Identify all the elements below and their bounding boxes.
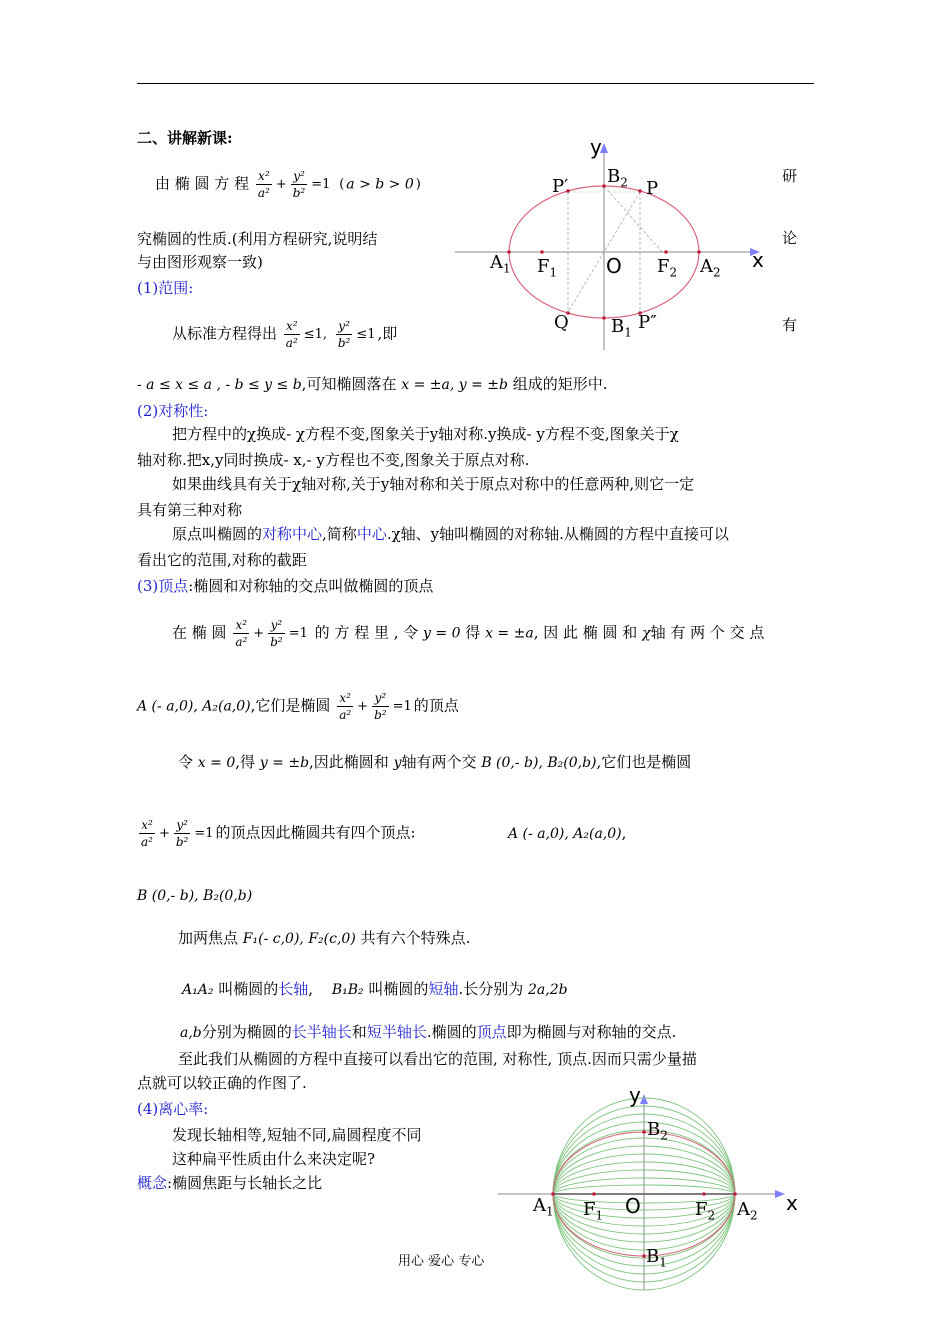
sec3-l5a: 加两焦点 — [178, 929, 239, 947]
sec2-p4: 具有第三种对称 — [137, 501, 243, 519]
point-F1-2 — [592, 1192, 596, 1196]
sec2-p5 — [172, 524, 729, 544]
fraction-y2-b2: $\frac{\text{y²}}{\text{b²}}$ — [292, 169, 306, 200]
sec3-l3a: 令 — [178, 753, 194, 771]
sec3-line-4: $\frac{\text{x²}}{\text{a²}}$ + $\frac{\text{y²}}{\text{b²}}$ =1 的顶点因此椭圆共有四个顶点: — [141, 818, 416, 849]
sec3-line-6 — [178, 928, 470, 949]
fraction-y2-b2-b: $\frac{\text{y²}}{\text{b²}}$ — [270, 618, 283, 649]
points-F: F₁(- c,0), F₂(c,0) — [242, 931, 356, 947]
sec3-line-8 — [180, 1022, 676, 1043]
fig1-label-B2: $B_2$ — [607, 166, 628, 190]
points-B-2: B (0,- b), B₂(0,b) — [137, 888, 253, 904]
fig1-label-x: x — [752, 248, 764, 272]
fraction-y2-b2-le1: $\frac{\text{y²}}{\text{b²}}$ — [337, 319, 351, 350]
fig1-label-Q: Q — [554, 312, 569, 333]
fraction-x2-a2-c: $\frac{\text{x²}}{\text{a²}}$ — [339, 691, 352, 722]
intro-line-2: 究椭圆的性质.(利用方程研究,说明结 — [137, 230, 378, 248]
points-A-2: A (- a,0), A₂(a,0) — [508, 826, 622, 842]
sec2-p5-c: ,简称 — [322, 525, 357, 543]
sec4-p2: 这种扁平性质由什么来决定呢? — [172, 1150, 376, 1168]
sec3-l3d: 轴有两个交 — [401, 753, 477, 771]
sec3-line-1: 在 椭 圆 $\frac{\text{x²}}{\text{a²}}$ + $\frac{\text{y²}}{\text{b²}}$ =1 的 方 程 里 , 令 y = 0 得 x = ±a, 因 此 椭 圆 和 χ轴 有 两 个 交 点 — [172, 618, 765, 649]
condition-text: a > b > 0 — [346, 176, 414, 193]
sec3-l6f: .长分别为 — [458, 980, 524, 998]
sec4-p1: 发现长轴相等,短轴不同,扁圆程度不同 — [172, 1126, 422, 1144]
sec3-l4a: 的顶点因此椭圆共有四个顶点: — [215, 823, 416, 842]
eq-y-pm-b: y = ±b — [259, 755, 310, 771]
fig1-label-A2: $A_2$ — [700, 256, 721, 280]
sec3-l6d: 叫椭圆的 — [368, 980, 429, 998]
points-B: B (0,- b), B₂(0,b) — [481, 755, 597, 771]
fig1-label-F1: $F_1$ — [537, 256, 558, 280]
points-A: A (- a,0), A₂(a,0) — [137, 698, 251, 715]
intro-line-3: 与由图形观察一致) — [137, 253, 263, 271]
eq-x-pm-a: x = ±a — [485, 625, 534, 642]
sec3-l1e: 轴 有 两 个 交 点 — [650, 623, 765, 642]
sec2-p3: 如果曲线具有关于χ轴对称,关于y轴对称和关于原点对称中的任意两种,则它一定 — [172, 475, 695, 493]
sec2-p6: 看出它的范围,对称的截距 — [137, 551, 307, 569]
point-F2-2 — [702, 1192, 706, 1196]
point-F2 — [664, 250, 668, 254]
ellipse-family-diagram — [490, 1090, 790, 1290]
sec3-l7a: 分别为椭圆的 — [201, 1023, 292, 1041]
sec3-line-5 — [137, 885, 252, 906]
sec3-l1a: 在 椭 圆 — [172, 623, 227, 642]
sec3-l7e: .椭圆的 — [426, 1023, 477, 1041]
sec3-l6a: 叫椭圆的 — [218, 980, 279, 998]
fig1-label-O: O — [606, 254, 622, 278]
fig2-label-y: y — [629, 1083, 641, 1107]
sec3-l3e: ,它们也是椭圆 — [596, 753, 692, 771]
range-inequality: - a ≤ x ≤ a , - b ≤ y ≤ b — [137, 377, 302, 393]
fig1-label-F2: $F_2$ — [657, 256, 678, 280]
y-axis-arrow-2 — [640, 1094, 648, 1104]
term-semi-minor: 短半轴长 — [366, 1023, 427, 1041]
sec1-text-3: 组成的矩形中. — [512, 375, 608, 393]
fig1-label-Pdouble: P″ — [638, 312, 657, 333]
fig1-label-y: y — [590, 135, 602, 159]
eq-y0: y = 0 — [423, 625, 461, 642]
sec1-text-1-end: ,即 — [377, 324, 398, 343]
fraction-x2-a2-b: $\frac{\text{x²}}{\text{a²}}$ — [235, 618, 248, 649]
sec3-l1d: , 因 此 椭 圆 和 — [533, 623, 638, 642]
fig2-label-F2: $F_2$ — [695, 1199, 716, 1223]
sec2-p2: 轴对称.把x,y同时换成- x,- y方程也不变,图象关于原点对称. — [137, 451, 530, 469]
term-minor-axis: 短轴 — [428, 980, 459, 998]
point-F1 — [540, 250, 544, 254]
term-semi-major: 长半轴长 — [291, 1023, 352, 1041]
section-1-title: (1)范围: — [137, 279, 194, 297]
point-B2 — [602, 184, 606, 188]
fig2-label-F1: $F_1$ — [583, 1199, 604, 1223]
x-axis-arrow-2 — [775, 1190, 785, 1198]
term-major-axis: 长轴 — [278, 980, 309, 998]
sec3-line-7 — [182, 979, 568, 1000]
term-vertex: 顶点 — [158, 577, 189, 595]
fig1-label-B1: $B_1$ — [611, 316, 632, 340]
sec3-title-text: :椭圆和对称轴的交点叫做椭圆的顶点 — [188, 577, 434, 595]
section-heading: 二、讲解新课: — [137, 129, 233, 147]
fraction-x2-a2-le1: $\frac{\text{x²}}{\text{a²}}$ — [285, 319, 298, 350]
point-P — [638, 189, 642, 193]
intro-text: 由 椭 圆 方 程 — [155, 174, 250, 193]
sec1-line-1: 从标准方程得出 $\frac{\text{x²}}{\text{a²}}$ ≤1, $\frac{\text{y²}}{\text{b²}}$ ≤1 ,即 — [172, 319, 398, 350]
intro-line-1: 由 椭 圆 方 程 $\frac{\text{x²}}{\text{a²}}$ + $\frac{\text{y²}}{\text{b²}}$ =1 ( a > b > 0 ) — [155, 169, 421, 200]
lengths-2a-2b: 2a,2b — [528, 982, 568, 998]
sec3-line-3 — [178, 752, 691, 773]
footer-text: 用心 爱心 专心 — [398, 1254, 485, 1269]
term-vertex-2: 顶点 — [476, 1023, 507, 1041]
section-2-title: (2)对称性: — [137, 402, 209, 420]
point-A2-2 — [733, 1192, 737, 1196]
sec3-l2b: 的顶点 — [413, 696, 459, 715]
sec1-text-1: 从标准方程得出 — [172, 324, 278, 343]
sec3-l7c: 和 — [351, 1023, 367, 1041]
term-center: 中心 — [356, 525, 387, 543]
right-word-1: 研 — [782, 167, 798, 185]
fig2-label-A1: $A_1$ — [533, 1195, 554, 1219]
term-symmetry-center: 对称中心 — [262, 525, 323, 543]
sec3-line-9: 至此我们从椭圆的方程中直接可以看出它的范围, 对称性, 顶点.因而只需少量描 — [178, 1050, 697, 1068]
fig1-label-P: P — [646, 178, 659, 199]
fig1-label-A1: $A_1$ — [490, 252, 511, 276]
fig2-label-A2: $A_2$ — [737, 1199, 758, 1223]
sec3-l3b: ,得 — [235, 753, 256, 771]
sec3-line-4-points — [508, 823, 626, 844]
right-word-3: 有 — [782, 316, 798, 334]
eq-x0: x = 0 — [197, 755, 236, 771]
sec2-p5-e: .χ轴、y轴叫椭圆的对称轴.从椭圆的方程中直接可以 — [386, 525, 729, 543]
ab-symbols: a,b — [180, 1025, 202, 1041]
point-B1 — [602, 316, 606, 320]
sec1-text-2: ,可知椭圆落在 — [301, 375, 397, 393]
point-B2-2 — [642, 1130, 646, 1134]
sec3-l6c: , — [308, 980, 314, 998]
sec1-line-2 — [137, 374, 608, 395]
sec4-p3 — [137, 1173, 322, 1193]
section-3-title — [137, 576, 433, 596]
sec3-num: (3) — [137, 577, 159, 595]
fraction-y2-b2-d: $\frac{\text{y²}}{\text{b²}}$ — [175, 818, 189, 849]
sec3-line-2: A (- a,0), A₂(a,0),它们是椭圆 $\frac{\text{x²}}{\text{a²}}$ + $\frac{\text{y²}}{\text{b²}}$ =1 的顶点 — [137, 691, 459, 722]
fig2-label-B2: $B_2$ — [647, 1119, 668, 1143]
comma: , — [621, 824, 627, 842]
right-word-2: 论 — [782, 229, 798, 247]
sec3-l1b: 的 方 程 里 , 令 — [314, 623, 419, 642]
fraction-y2-b2-c: $\frac{\text{y²}}{\text{b²}}$ — [374, 691, 387, 722]
fig2-label-B1: $B_1$ — [646, 1246, 667, 1270]
sec3-l5b: 共有六个特殊点. — [360, 929, 471, 947]
chi-symbol: χ — [642, 625, 651, 642]
bounding-lines: x = ±a, y = ±b — [401, 377, 508, 393]
sec3-line-10: 点就可以较正确的作图了. — [137, 1074, 307, 1092]
sec4-p3b: :椭圆焦距与长轴长之比 — [167, 1174, 323, 1192]
header-rule — [137, 83, 814, 84]
sec3-l3c: ,因此椭圆和 — [309, 753, 389, 771]
term-concept: 概念 — [137, 1174, 168, 1192]
sec2-p5-a: 原点叫椭圆的 — [172, 525, 263, 543]
fraction-x2-a2: $\frac{\text{x²}}{\text{a²}}$ — [257, 169, 270, 200]
y-symbol: y — [393, 755, 402, 771]
segment-A1A2: A₁A₂ — [182, 982, 214, 998]
sec2-p1: 把方程中的χ换成- χ方程不变,图象关于y轴对称.y换成- y方程不变,图象关于χ — [172, 425, 679, 443]
point-A2 — [697, 250, 701, 254]
fraction-x2-a2-d: $\frac{\text{x²}}{\text{a²}}$ — [141, 818, 153, 849]
segment-B1B2: B₁B₂ — [331, 982, 364, 998]
sec3-l2a: ,它们是椭圆 — [250, 696, 331, 715]
sec3-l7g: 即为椭圆与对称轴的交点. — [506, 1023, 677, 1041]
sec3-l1c: 得 — [465, 623, 481, 642]
fig1-label-Pprime: P′ — [552, 176, 569, 197]
section-4-title: (4)离心率: — [137, 1100, 209, 1118]
fig2-label-x: x — [786, 1191, 798, 1215]
fig2-label-O: O — [625, 1194, 641, 1218]
